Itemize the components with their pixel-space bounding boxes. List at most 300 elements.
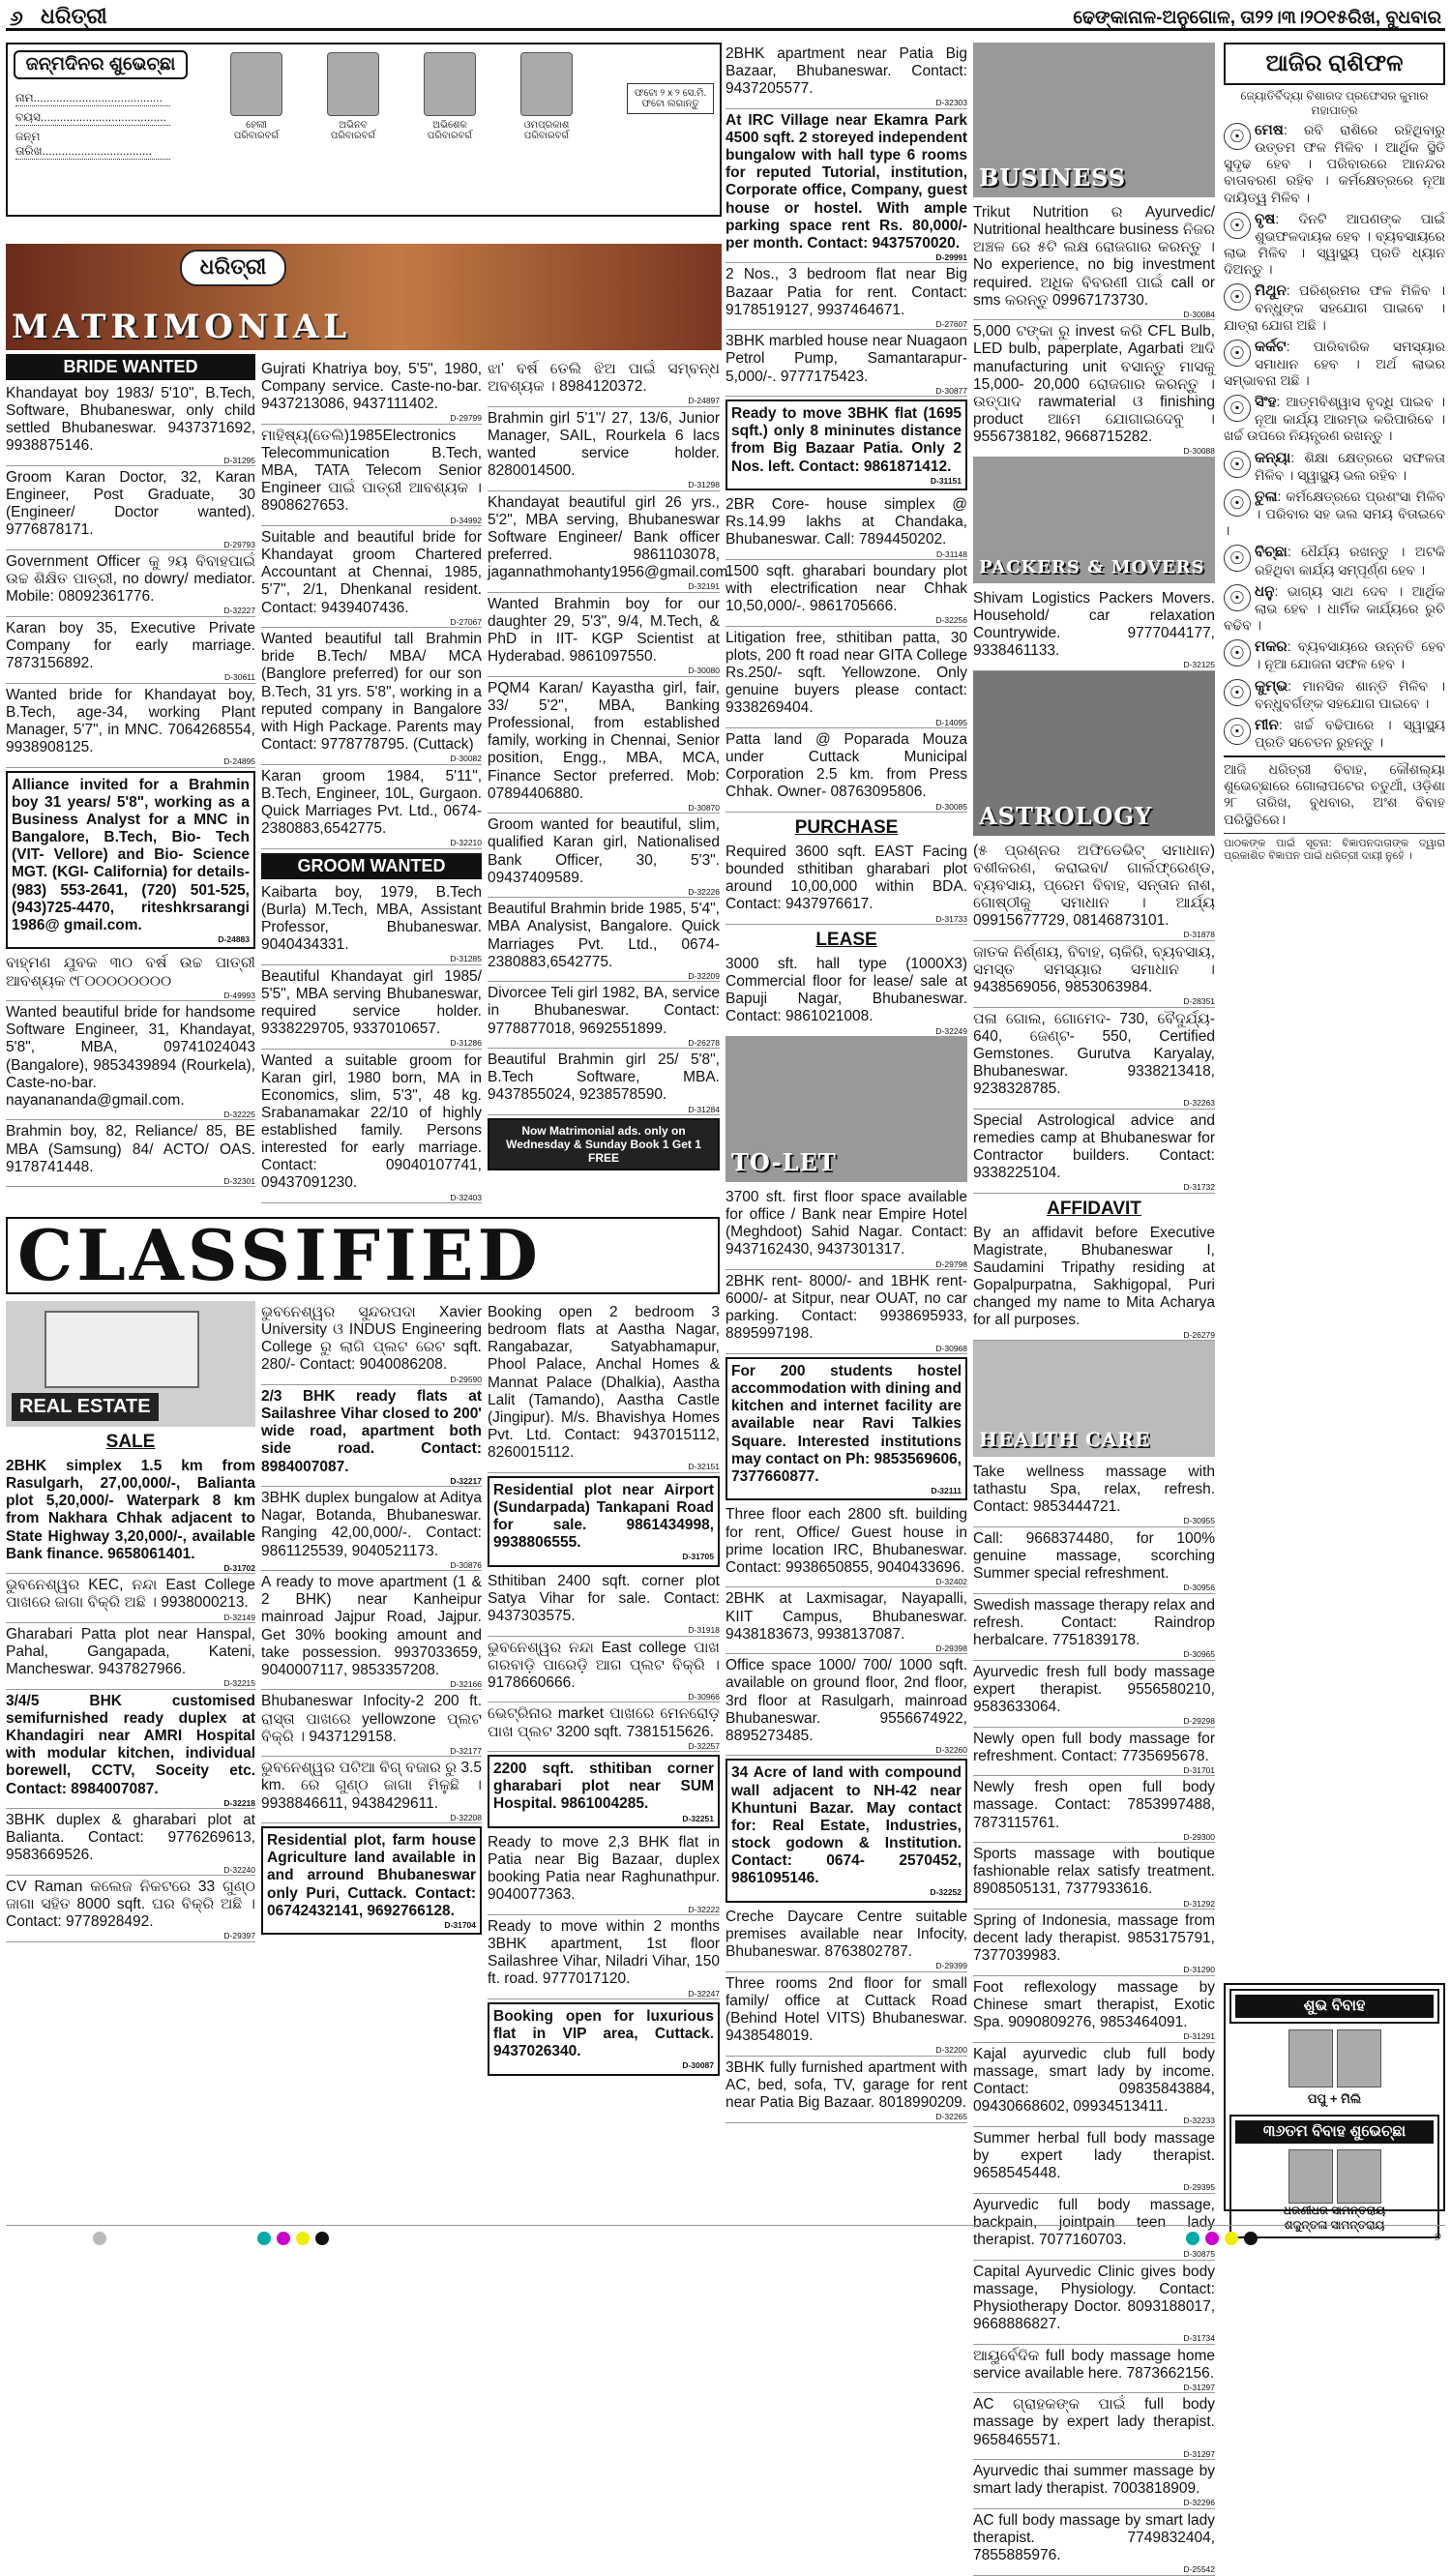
rashi-name: ମେଷ (1255, 122, 1284, 138)
ad-code: D-32209 (688, 970, 720, 981)
ad-code: D-32252 (930, 1887, 962, 1898)
ad-code: D-34992 (450, 515, 482, 525)
ad-code: D-29399 (935, 1961, 967, 1971)
business-label: BUSINESS (979, 163, 1127, 192)
ad-text: 3700 sft. first floor space available for office / Bank near Empire Hotel (Meghdoot) Sahid Nagar. Contact: 9437162430, 9437301317. (726, 1189, 967, 1258)
classified-ad (6, 1876, 255, 1942)
kid-caption: ହେଲୀ ପରିବାରବର୍ଗ (233, 120, 280, 141)
ad-code: D-32125 (1183, 660, 1215, 670)
kid-photo (424, 52, 476, 116)
col4-list (726, 43, 967, 813)
ad-code: D-31286 (450, 1038, 482, 1048)
ad-text: ଭୁବନେଶ୍ୱର ପଟିଆ ବିଗ୍ ବଜାର ରୁ 3.5 km. ରେ ଗୁଣ୍ଠ ଜାଗା ମିଳୁଛି । 9938846611, 9438429611. (261, 1760, 482, 1812)
ad-text: 2BHK apartment near Patia Big Bazaar, Bhubaneswar. Contact: 9437205577. (726, 45, 967, 98)
ad-code: D-31702 (223, 1562, 255, 1573)
ad-text: Kaibarta boy, 1979, B.Tech (Burla) M.Tech, MBA, Assistant Professor, Bhubaneswar. 9040434331. (261, 883, 482, 953)
ad-text: Call: 9668374480, for 100% genuine massage, scorching Summer special refreshment. (973, 1529, 1215, 1583)
business-image (973, 43, 1215, 197)
registration-mark (93, 2232, 106, 2245)
classified-ad (261, 765, 482, 849)
rashi-text: ଖର୍ଚ୍ଚ ବଢିପାରେ । ସ୍ୱାସ୍ଥ୍ୟ ପ୍ରତି ସଚେତନ ରୁହନ୍ତୁ । (1255, 716, 1445, 751)
rashi-entry: ☉ ମିଥୁନ: ପରିଶ୍ରମର ଫଳ ମିଳିବ । ବନ୍ଧୁଙ୍କ ସହଯୋଗ ପାଇବେ । ଯାତ୍ରା ଯୋଗ ଅଛି । (1224, 282, 1446, 333)
zodiac-icon: ☉ (1224, 123, 1251, 150)
ad-text: 34 Acre of land with compound wall adjacent to NH-42 near Khuntuni Bazar. May contact for: Real Estate, Industries, stock godown & Institution. Contact: 0674- 2570452, 9861095146. (731, 1764, 962, 1887)
ad-code: D-32210 (450, 838, 482, 847)
ad-text: 2BHK rent- 8000/- and 1BHK rent- 6000/- at Sitpur, near OUAT, no car parking. Contact: 9938695933, 8895997198. (726, 1273, 967, 1343)
classified-ad (973, 201, 1215, 320)
healthcare-image (973, 1341, 1215, 1457)
classified-ad (488, 1637, 720, 1703)
purchase-ad (726, 841, 967, 925)
ad-code: D-32217 (450, 1475, 482, 1486)
dateline: ଢେଙ୍କାନାଳ-ଅନୁଗୋଳ, ତା୨୨।୩।୨୦୧୫ରିଖ, ବୁଧବାର (1073, 8, 1441, 28)
ad-code: D-29398 (935, 1643, 967, 1653)
classified-ad (261, 425, 482, 526)
ad-text: 3BHK fully furnished apartment with AC, bed, sofa, TV, garage for rent near Patia Big Bazaar. 8018990209. (726, 2058, 967, 2111)
ad-code: D-30955 (1183, 1516, 1215, 1526)
ad-code: D-30087 (682, 2060, 714, 2071)
ad-code: D-32218 (223, 1797, 255, 1808)
classified-ad (488, 898, 720, 982)
classified-ad (973, 2345, 1215, 2394)
classified-ad (726, 1270, 967, 1354)
ad-code: D-30877 (935, 385, 967, 396)
ad-code: D-32226 (688, 886, 720, 897)
rashi-name: ବିଚ୍ଛା (1255, 544, 1288, 561)
ad-code: D-30875 (1183, 2249, 1215, 2259)
ad-text: Three floor each 2800 sft. building for rent, Office/ Guest house in prime location IRC, Bhubaneswar. Contact: 9938650855, 9040433696. (726, 1506, 967, 1576)
bride-wanted-heading: BRIDE WANTED (6, 354, 255, 380)
classified-ad (726, 1654, 967, 1756)
classified-ad (261, 1571, 482, 1690)
reader-note: ପାଠକଙ୍କ ପାଇଁ ସୂଚନା: ବିଜ୍ଞାପନଦାତାଙ୍କ ଦ୍ୱାରା ପ୍ରକାଶିତ ବିଜ୍ଞାପନ ପାଇଁ ଧରିତ୍ରୀ ଦାୟୀ ନୁହେଁ । (1224, 833, 1445, 864)
rashi-text: ଭାଗ୍ୟ ସାଥ ଦେବ । ଆର୍ଥିକ ଲାଭ ହେବ । ଧାର୍ମିକ କାର୍ଯ୍ୟରେ ରୁଚି ବଢିବ । (1224, 582, 1446, 634)
ad-text: Beautiful Brahmin girl 25/ 5'8", B.Tech Software, MBA. 9437855024, 9238578590. (488, 1051, 720, 1104)
classified-ad (973, 1976, 1215, 2043)
ad-text: Patta land @ Poparada Mouza under Cuttack Municipal Corporation 2.5 km. from Press Chhak. Owner- 08763095806. (726, 731, 967, 801)
rashi-entry: ☉ ମକର: ବ୍ୟବସାୟରେ ଉନ୍ନତି ହେବ । ନୂଆ ଯୋଜନା ସଫଳ ହେବ । (1224, 638, 1445, 672)
rashi-text: ରବି ରାଶିରେ ରହିଥିବାରୁ ଉତ୍ତମ ଫଳ ମିଳିବ । ଆର୍ଥିକ ସ୍ଥିତି ସୁଦୃଢ ହେବ । ପରିବାରରେ ଆନନ୍ଦର ବାତାବରଣ ରହିବ । କର୍ମକ୍ଷେତ୍ରରେ ନୂଆ ଦାୟିତ୍ୱ ମିଳିବ । (1224, 122, 1445, 205)
ad-code: D-29300 (1183, 1831, 1215, 1842)
ad-text: 3BHK duplex & gharabari plot at Balianta. Contact: 9776269613, 9583669526. (6, 1812, 255, 1864)
ad-text: A ready to move apartment (1 & 2 BHK) near Kanheipur mainroad Jajpur Road, Jajpur. Get 30% booking amount and take possession. 9937033659, 9040007117, 9853357208. (261, 1574, 482, 1678)
classified-ad (488, 1301, 720, 1473)
ad-code: D-31733 (935, 913, 967, 924)
rashi-entry: ☉ ମେଷ: ରବି ରାଶିରେ ରହିଥିବାରୁ ଉତ୍ତମ ଫଳ ମିଳିବ । ଆର୍ଥିକ ସ୍ଥିତି ସୁଦୃଢ ହେବ । ପରିବାରରେ ଆନନ୍ଦର ବାତାବରଣ ରହିବ । କର୍ମକ୍ଷେତ୍ରରେ ନୂଆ ଦାୟିତ୍ୱ ମିଳିବ । (1224, 122, 1445, 205)
classified-ad (973, 320, 1215, 457)
ad-code: D-32301 (223, 1175, 255, 1186)
ad-code: D-27607 (935, 318, 967, 329)
ad-code: D-32227 (223, 606, 255, 616)
classified-ad (6, 1809, 255, 1876)
rashi-name: ଧନୁ (1255, 582, 1275, 600)
registration-mark (1244, 2232, 1258, 2245)
ad-text: AC full body massage by smart lady therapist. 7749832404, 7855885976. (973, 2511, 1215, 2564)
classified-ad (488, 358, 720, 407)
folio: ୭ (1434, 2230, 1441, 2243)
astrology-image (973, 671, 1215, 836)
ad-code: D-32263 (1183, 1098, 1215, 1109)
ad-text: 3BHK duplex bungalow at Aditya Nagar, Botanda, Bhubaneswar. Ranging 42,00,000/-. Contact: 9861125539, 9040521173. (261, 1490, 482, 1559)
rashi-entry: ☉ କୁମ୍ଭ: ମାନସିକ ଶାନ୍ତି ମିଳିବ । ବନ୍ଧୁବର୍ଗଙ୍କ ସହଯୋଗ ପାଇବେ । (1224, 678, 1445, 712)
zodiac-icon: ☉ (1224, 639, 1251, 666)
lower-column-1 (6, 1301, 255, 2210)
kid-caption: ଓମପ୍ରକାଶ ପରିବାରବର୍ଗ (523, 120, 570, 141)
ad-text: Bhubaneswar Infocity-2 200 ft. ରାସ୍ତା ପାଖରେ yellowzone ପ୍ଲଟ ବିକ୍ରି । 9437129158. (261, 1693, 482, 1745)
zodiac-icon: ☉ (1224, 545, 1251, 572)
ad-text: At IRC Village near Ekamra Park 4500 sqft. 2 storeyed independent bungalow with hall type 6 rooms for reputed Tutorial, institution, Corporate office, Company, guest house or hostel. With ample parking space rent Rs. 80,000/- per month. Contact: 9437570020. (726, 111, 967, 252)
sale-heading: SALE (105, 1432, 156, 1452)
ad-text: By an affidavit before Executive Magistrate, Bhubaneswar I, Saudamini Tripathy residing at Gopalpurpatna, Sakhigopal, Puri changed my name to Mita Acharya for all purposes. (973, 1224, 1215, 1329)
paper-name: ଧରିତ୍ରୀ (41, 4, 107, 29)
ad-text: Three rooms 2nd floor for small family/ office at Cuttack Road (Behind Hotel VITS) Bhubaneswar. 9438548019. (726, 1974, 967, 2044)
couple-photo (1337, 2149, 1381, 2204)
ad-text: Government Officer କୁ ୨ୟ ବିବାହପାଇଁ ଉଚ୍ଚ ଶିକ୍ଷିତ ପାତ୍ରୀ, no dowry/ mediator. Mobile: 08092361776. (6, 553, 255, 606)
form-field: ଜନ୍ମ ତାରିଖ.................................. (15, 130, 170, 160)
classified-ad (726, 560, 967, 627)
ad-code: D-32403 (450, 1192, 482, 1202)
ad-text: 3000 sft. hall type (1000X3) Commercial floor for lease/ sale at Bapuji Nagar, Bhubaneswar. Contact: 9861021008. (726, 956, 967, 1025)
ad-code: D-27067 (450, 616, 482, 627)
col4c-list (726, 1186, 967, 2123)
classified-ad (726, 1972, 967, 2057)
rashi-name: କନ୍ୟା (1255, 449, 1291, 466)
classified-ad (726, 493, 967, 560)
ad-code: D-25542 (1183, 2564, 1215, 2575)
classified-ad (726, 263, 967, 330)
classified-ad (6, 771, 255, 950)
ad-code: D-30085 (935, 801, 967, 812)
zodiac-icon: ☉ (1224, 584, 1251, 611)
classified-ad (726, 1759, 967, 1902)
rashi-name: କର୍କଟ (1255, 338, 1287, 355)
classified-ad (488, 593, 720, 677)
classified-ad (973, 1728, 1215, 1777)
ad-code: D-29793 (223, 539, 255, 549)
ad-code: D-29298 (1183, 1716, 1215, 1726)
classified-ad (6, 1574, 255, 1623)
ad-text: Ayurvedic full body massage, backpain, jointpain teen lady therapist. 7077160703. (973, 2196, 1215, 2248)
classified-ad (973, 1008, 1215, 1110)
zodiac-icon: ☉ (1224, 679, 1251, 706)
zodiac-icon: ☉ (1224, 718, 1251, 745)
registration-mark (296, 2232, 310, 2245)
classified-ad (6, 1455, 255, 1574)
classified-ad (973, 1910, 1215, 1976)
classified-ad (726, 43, 967, 109)
ad-code: D-32402 (935, 1576, 967, 1586)
ad-text: Suitable and beautiful bride for Khandayat groom Chartered Accountant at Chennai, 1985, 5'7", 2/1, Dhenkanal resident. Contact: 9439407436. (261, 529, 482, 616)
classified-ad (6, 1001, 255, 1120)
classified-ad (973, 1110, 1215, 1194)
healthcare-label: HEALTH CARE (979, 1428, 1151, 1451)
affidavit-ad (973, 1222, 1215, 1341)
classified-ad (726, 1503, 967, 1587)
col5-list (973, 201, 1215, 458)
ad-text: Litigation free, sthitiban patta, 30 plots, 200 ft road near GITA College Rs.250/- sqft. Yellowzone. Only genuine buyers please contact: 9338269404. (726, 629, 967, 717)
wife-name: ଶକୁନ୍ତଳା ସାମନ୍ତରାୟ (1284, 2218, 1385, 2232)
banner-logo: ଧରିତ୍ରୀ (180, 250, 286, 286)
kid-photo (230, 52, 282, 116)
classified-ad (726, 109, 967, 264)
classified-ad (973, 2127, 1215, 2194)
col2b-list (261, 881, 482, 1204)
ad-text: Sthitiban 2400 sqft. corner plot Satya Vihar for sale. Contact: 9437303575. (488, 1572, 720, 1624)
ad-code: D-29798 (935, 1258, 967, 1269)
house-image (44, 1311, 199, 1388)
groom-name: ପପୁ (1307, 2091, 1327, 2106)
ad-text: Kajal ayurvedic club full body massage, smart lady by income. Contact: 09835843884, 09430668602, 09934513411. (973, 2045, 1215, 2116)
ad-text: Residential plot, farm house Agriculture land available in and arround Bhubaneswar only Puri, Cuttack. Contact: 06742432141, 9692766128. (267, 1832, 476, 1919)
astrology-label: ASTROLOGY (979, 801, 1153, 830)
ad-code: D-31701 (1183, 1764, 1215, 1775)
low1-list (6, 1455, 255, 1942)
ad-text: AC ଗ୍ରାହକଙ୍କ ପାଇଁ full body massage by expert lady therapist. 9658465571. (973, 2396, 1215, 2448)
ad-code: D-31148 (936, 548, 967, 559)
ad-text: Foot reflexology massage by Chinese smart therapist, Exotic Spa. 9090809276, 9853464091. (973, 1978, 1215, 2031)
classified-ad (6, 617, 255, 684)
real-estate-banner (6, 1301, 255, 1427)
classified-ad (6, 550, 255, 617)
classified-ad (726, 627, 967, 728)
ad-text: Residential plot near Airport (Sundarpada) Tankapani Road for sale. 9861434998, 9938806555. (493, 1481, 714, 1551)
ad-code: D-29991 (935, 252, 967, 262)
classified-ad (6, 1690, 255, 1809)
classified-ad (261, 1050, 482, 1204)
ad-code: D-31734 (1183, 2333, 1215, 2343)
ad-code: D-32233 (1183, 2116, 1215, 2126)
classified-ad (488, 1703, 720, 1752)
classified-ad (488, 1755, 720, 1828)
ad-text: For 200 students hostel accommodation with dining and kitchen and internet facility are available near Ravi Talkies Square. Interested institutions may contact on Ph: 9853569606, 7377660877. (731, 1363, 962, 1485)
ad-code: D-32296 (1183, 2498, 1215, 2508)
ad-code: D-24897 (688, 396, 720, 406)
ad-text: Take wellness massage with tathastu Spa, relax, refresh. Contact: 9853444721. (973, 1464, 1215, 1516)
classified-ad (973, 840, 1215, 941)
column-3 (488, 358, 732, 1209)
ad-text: Alliance invited for a Brahmin boy 31 years/ 5'8", working as a Business Analyst for a MNC in Bangalore, B.Tech, Bio- Tech (VIT- Vellore) and Bio- Science MGT. (KGI- California) for details- (983) 553-2641, (720) 501-525, (943)725-4470, riteshkrsarangi 1986@ gmail.com. (12, 776, 250, 933)
classified-ad (973, 1843, 1215, 1910)
classified-heading: CLASSIFIED (6, 1217, 720, 1294)
ad-code: D-14095 (935, 717, 967, 727)
classified-ad (726, 1357, 967, 1500)
ad-text: Shivam Logistics Packers Movers. Household/ car relaxation Countrywide. 9777044177, 9338461133. (973, 589, 1215, 659)
couple-photo (1288, 2149, 1333, 2204)
anniversary-title: ୩୬ତମ ବିବାହ ଶୁଭେଚ୍ଛା (1235, 2120, 1434, 2144)
ad-code: D-32257 (688, 1740, 720, 1751)
form-field: ନାମ........................................ (15, 91, 170, 106)
ad-text: Spring of Indonesia, massage from decent lady therapist. 9853175791, 7377039983. (973, 1912, 1215, 1965)
ad-code: D-31297 (1183, 2448, 1215, 2459)
classified-ad (973, 1594, 1215, 1661)
ad-text: Divorcee Teli girl 1982, BA, service in Bhubaneswar. Contact: 9778877018, 9692551899. (488, 985, 720, 1037)
column-5 (973, 43, 1215, 2575)
ad-code: D-32208 (450, 1812, 482, 1822)
ad-code: D-32166 (450, 1678, 482, 1689)
ad-text: Special Astrological advice and remedies camp at Bhubaneswar for Contractor builders. Contact: 9338225104. (973, 1111, 1215, 1182)
classified-ad (6, 684, 255, 768)
classified-ad (726, 1587, 967, 1654)
ad-text: Khandayat beautiful girl 26 yrs., 5'2", MBA serving, Bhubaneswar Software Engineer/ Bank officer preferred. 9861103078, jagannathmohanty1956@gmail.com. (488, 493, 732, 581)
ad-text: ଝା' ବର୍ଷ ତେଲି ଝିଅ ପାଇଁ ସମ୍ବନ୍ଧ ଅବଶ୍ୟକ । 8984120372. (488, 361, 720, 396)
birthday-form-box (6, 43, 722, 217)
ad-text: Trikut Nutrition ର Ayurvedic/ Nutritional healthcare business ନିଜର ଅଞ୍ଚଳ ରେ ୫ଟି ଲକ୍ଷ ରୋଜଗାର କରନ୍ତୁ । No experience, no big investment required. ଅଧିକ ବିବରଣୀ ପାଇଁ call or sms କରନ୍ତୁ 09967173730. (973, 204, 1215, 309)
rashi-text: ମାନସିକ ଶାନ୍ତି ମିଳିବ । ବନ୍ଧୁବର୍ଗଙ୍କ ସହଯୋଗ ପାଇବେ । (1255, 677, 1445, 711)
classified-ad (488, 2002, 720, 2076)
rashi-entry: ☉ କନ୍ୟା: ଶିକ୍ଷା କ୍ଷେତ୍ରରେ ସଫଳତା ମିଳିବ । ସ୍ୱାସ୍ଥ୍ୟ ଭଲ ରହିବ । (1224, 450, 1445, 484)
ad-text: ଭୁବନେଶ୍ୱର ସୁନ୍ଦରପଦା Xavier University ଓ INDUS Engineering College ରୁ ଲାଗି ପ୍ଲଟ ରେଟ sqft. 280/- Contact: 9040086208. (261, 1304, 482, 1374)
classified-ad (973, 1661, 1215, 1728)
wedding-greetings (1224, 1983, 1445, 2232)
ad-text: Creche Daycare Centre suitable premises available near Infocity, Bhubaneswar. 8763802787. (726, 1908, 967, 1960)
classified-ad (973, 2261, 1215, 2345)
ad-text: Karan boy 35, Executive Private Company for early marriage. 7873156892. (6, 619, 255, 672)
form-field: ବୟସ....................................... (15, 110, 170, 126)
ad-text: 2BHK simplex 1.5 km from Rasulgarh, 27,00,000/-, Balianta plot 5,20,000/- Waterpark 8 km from Nakhara Chhak adjacent to State Highway 3,20,000/-, available Bank finance. 9658061401. (6, 1458, 255, 1562)
column-6 (1224, 43, 1445, 2227)
ad-code: D-32151 (688, 1462, 720, 1472)
rashi-name: କୁମ୍ଭ (1255, 677, 1288, 695)
couple-photo (1288, 2029, 1333, 2087)
ad-text: Newly fresh open full body massage. Contact: 7853997488, 7873115761. (973, 1779, 1215, 1831)
classified-ad (488, 1831, 720, 1915)
ad-text: Office space 1000/ 700/ 1000 sqft. available on ground floor, 2nd floor, 3rd floor at Rasulgarh, mainroad Bhubaneswar. 9556674922, 8895273485. (726, 1657, 967, 1744)
classified-ad (488, 1476, 720, 1567)
rashi-entry: ☉ ଧନୁ: ଭାଗ୍ୟ ସାଥ ଦେବ । ଆର୍ଥିକ ଲାଭ ହେବ । ଧାର୍ମିକ କାର୍ଯ୍ୟରେ ରୁଚି ବଢିବ । (1224, 582, 1446, 634)
classified-ad (261, 881, 482, 965)
ad-text: CV Raman କଲେଜ ନିକଟରେ 33 ଗୁଣ୍ଠ ଜାଗା ସହିତ 8000 sqft. ଘର ବିକ୍ରି ଅଛି । Contact: 9778928492. (6, 1879, 255, 1931)
ad-text: ଭୁବନେଶ୍ୱର KEC, ନନ୍ଦା East College ପାଖରେ ଜାଗା ବିକ୍ରି ଅଛି । 9938000213. (6, 1577, 255, 1612)
kid-caption: ଅଭିଶେକ ପରିବାରବର୍ଗ (427, 120, 473, 141)
ad-code: D-32222 (688, 1904, 720, 1914)
ad-code: D-30965 (1183, 1649, 1215, 1660)
ad-text: Required 3600 sqft. EAST Facing bounded sthitiban gharabari plot around 10,00,000 within BDA. Contact: 9437976617. (726, 844, 967, 913)
ad-text: Ready to move 2,3 BHK flat in Patia near Big Bazaar, duplex booking Patia near Raghunathpur. 9040077363. (488, 1834, 720, 1904)
rashi-text: ପାରିବାରିକ ସମସ୍ୟାର ସମାଧାନ ହେବ । ଅର୍ଥ ଲାଭର ସମ୍ଭାବନା ଅଛି । (1224, 338, 1445, 388)
rashi-entry: ☉ ତୁଳା: କର୍ମକ୍ଷେତ୍ରରେ ପ୍ରଶଂସା ମିଳିବ । ପରିବାର ସହ ଭଲ ସମୟ ବିତାଇବେ । (1224, 488, 1445, 539)
rashi-text: ଶିକ୍ଷା କ୍ଷେତ୍ରରେ ସଫଳତା ମିଳିବ । ସ୍ୱାସ୍ଥ୍ୟ ଭଲ ରହିବ । (1255, 449, 1445, 483)
ad-text: ପଳା ଗୋଲ, ଗୋମେଦ- 730, ବୈଦୁର୍ଯ୍ୟ- 640, ଜେଣ୍ଟ- 550, Certified Gemstones. Gurutva Karyalay, Bhubaneswar. 9338213418, 9238328785. (973, 1010, 1215, 1098)
ad-text: Newly open full body massage for refreshment. Contact: 7735695678. (973, 1730, 1215, 1764)
lease-ad (726, 953, 967, 1037)
packers-ad (973, 587, 1215, 671)
rashi-name: ମୀନ (1255, 716, 1279, 733)
bride-name: ମିଲି (1341, 2091, 1362, 2106)
ad-code: D-31290 (1183, 1965, 1215, 1975)
ad-text: PQM4 Karan/ Kayastha girl, fair, 33/ 5'2", MBA, Banking Professional, from established family, working in Chennai, Senior position, Engg., MBA, MCA, Finance Sector preferred. Mob: 07894406880. (488, 679, 720, 802)
ad-code: D-30968 (935, 1343, 967, 1353)
ad-code: D-31292 (1183, 1898, 1215, 1909)
ad-code: D-32111 (931, 1485, 962, 1495)
classified-ad (261, 965, 482, 1050)
ad-text: 5,000 ଟଙ୍କା ରୁ invest କରି CFL Bulb, LED bulb, paperplate, Agarbati ଆଦି manufacturing unit ବସାନ୍ତୁ ମାସକୁ 15,000- 20,000 ରୋଜଗାର କରନ୍ତୁ । ଉତ୍ପାଦ rawmaterial ଓ finishing product ଆମେ ଯୋଗାଇଦେବୁ । 9556738182, 9668715282. (973, 323, 1215, 445)
ad-text: ବାହ୍ମଣ ଯୁବକ ୩୦ ବର୍ଷ ଉଚ୍ଚ ପାତ୍ରୀ ଆବଶ୍ୟକ ୯୮୦୦୦୦୦୦୦୦ (6, 955, 255, 990)
matrimonial-note: Now Matrimonial ads. only on Wednesday & Sunday Book 1 Get 1 FREE (488, 1118, 720, 1170)
ad-code: D-28351 (1183, 996, 1215, 1007)
birthday-form-title: ଜନ୍ମଦିନର ଶୁଭେଚ୍ଛା (14, 50, 188, 79)
classified-ad (261, 1757, 482, 1823)
classified-ad (973, 1461, 1215, 1527)
page-footer (6, 2225, 1445, 2252)
real-estate-label: REAL ESTATE (12, 1393, 159, 1421)
ad-code: D-32260 (935, 1744, 967, 1755)
classified-ad (261, 628, 482, 764)
ad-code: D-30084 (1183, 309, 1215, 319)
rashifala-list (1224, 122, 1445, 751)
ad-code: D-26278 (688, 1037, 720, 1048)
classified-ad (973, 2460, 1215, 2509)
ad-code: D-32303 (935, 98, 967, 108)
ad-code: D-31732 (1183, 1182, 1215, 1193)
rashifala-heading: ଆଜିର ରାଶିଫଳ (1224, 43, 1445, 85)
ad-text: 2/3 BHK ready flats at Sailashree Vihar closed to 200' wide road, apartment both side road. Contact: 8984007087. (261, 1388, 482, 1475)
column-2 (261, 358, 482, 1209)
ad-text: Booking open 2 bedroom 3 bedroom flats at Aastha Nagar, Rangabazar, Satyabhamapur, Phool Palace, Anchal Homes & Mannat Palace (Dhalkia), Aastha Lalit (Tamando), Aastha Castle (Jingipur). M/s. Bhavishya Homes Pvt. Ltd. Contact: 9437015112, 8260015112. (488, 1304, 720, 1461)
ad-text: ଭେଟ୍ରିନାର market ପାଖରେ ମେନରୋଡ଼ ପାଖ ପ୍ଲଟ 3200 sqft. 7381515626. (488, 1705, 720, 1740)
classified-ad (261, 1487, 482, 1571)
ad-code: D-29590 (450, 1374, 482, 1384)
ad-code: D-32200 (935, 2045, 967, 2056)
col5c-list (973, 1461, 1215, 2576)
ad-text: Brahmin boy, 82, Reliance/ 85, BE MBA (Samsung) 84/ ACTO/ OAS. 9178741448. (6, 1123, 255, 1175)
wedding-card: ଶୁଭ ବିବାହ ପପୁ + ମିଲି (1229, 1989, 1439, 2107)
ad-text: 2200 sqft. sthitiban corner gharabari plot near SUM Hospital. 9861004285. (493, 1761, 714, 1813)
registration-mark (315, 2232, 329, 2245)
birthday-form-fields (15, 87, 170, 160)
ad-text: Wanted bride for Khandayat boy, B.Tech, age-34, working Plant Manager, 5'7", in MNC. 7064268554, 9938908125. (6, 686, 255, 756)
ad-code: D-32191 (688, 581, 720, 592)
affidavit-heading: AFFIDAVIT (1047, 1198, 1141, 1219)
couple-photo (1337, 2029, 1381, 2087)
classified-ad (973, 2509, 1215, 2576)
packers-label: PACKERS & MOVERS (979, 556, 1205, 577)
classified-ad (726, 400, 967, 490)
ad-text: (୫ ପ୍ରଶ୍ନର ଅଫିଡେଭିଟ୍ ସମାଧାନ) ବଶୀକରଣ, କରାଇବା/ ଗାର୍ଲଫ୍ରେଣ୍ଡ, ବ୍ୟବସାୟ, ପ୍ରେମ ବିବାହ, ସନ୍ତାନ ନାଶ, ଗୋଷ୍ଠୀକୁ ସମାଧାନ । ଆର୍ଯ୍ୟ 09915677729, 08146873101. (973, 842, 1215, 930)
rashi-text: କର୍ମକ୍ଷେତ୍ରରେ ପ୍ରଶଂସା ମିଳିବ । ପରିବାର ସହ ଭଲ ସମୟ ବିତାଇବେ । (1224, 488, 1445, 539)
ad-text: Brahmin girl 5'1"/ 27, 13/6, Junior Manager, SAIL, Rourkela 6 lacs wanted service holder. 8280014500. (488, 409, 720, 480)
ad-code: D-24883 (218, 933, 250, 944)
ad-code: D-29395 (1183, 2182, 1215, 2193)
classified-ad (261, 1385, 482, 1487)
classified-ad (973, 2393, 1215, 2460)
ad-text: ମାହିଷ୍ୟ(ତେଲି)1985Electronics Telecommunication B.Tech, MBA, TATA Telecom Senior Engineer ପାଇଁ ପାତ୍ରୀ ଆବଶ୍ୟକ । 8908627653. (261, 427, 482, 515)
matrimonial-banner (6, 244, 722, 350)
groom-wanted-heading: GROOM WANTED (261, 853, 482, 879)
to-let-label: TO-LET (731, 1148, 837, 1176)
zodiac-icon: ☉ (1224, 395, 1251, 422)
ad-text: 2 Nos., 3 bedroom flat near Big Bazaar Patia for rent. Contact: 9178519127, 9937464671. (726, 266, 967, 318)
ad-text: 1500 sqft. gharabari boundary plot with electrification near Chhak 10,50,000/-. 9861705666. (726, 563, 967, 615)
ad-text: Khandayat boy 1983/ 5'10", B.Tech, Software, Bhubaneswar, only child settled Bhubaneswar. 9437371692, 9938875146. (6, 385, 255, 455)
ad-text: ଜାତକ ନିର୍ଣ୍ଣୟ, ବିବାହ, ଚାକିରି, ବ୍ୟବସାୟ, ସମସ୍ତ ସମସ୍ୟାର ସମାଧାନ । 9438569056, 9853063984. (973, 943, 1215, 995)
lease-heading: LEASE (815, 930, 877, 950)
ad-code: D-49993 (223, 990, 255, 1000)
ad-code: D-32247 (688, 1988, 720, 1999)
ad-text: Ayurvedic thai summer massage by smart lady therapist. 7003818909. (973, 2463, 1215, 2498)
classified-ad (6, 1623, 255, 1690)
classified-ad (488, 982, 720, 1049)
rashi-text: ପରିଶ୍ରମର ଫଳ ମିଳିବ । ବନ୍ଧୁଙ୍କ ସହଯୋଗ ପାଇବେ । ଯାତ୍ରା ଯୋଗ ଅଛି । (1224, 282, 1446, 333)
ad-text: Karan groom 1984, 5'11", B.Tech, Engineer, 10L, Gurgaon. Quick Marriages Pvt. Ltd., 0674-2380883,6542775. (261, 767, 482, 837)
kid-caption: ଅଭିନବ ପରିବାରବର୍ଗ (330, 120, 376, 141)
zodiac-icon: ☉ (1224, 340, 1251, 367)
classified-ad (973, 1776, 1215, 1843)
classified-ad (726, 330, 967, 397)
ad-text: 3/4/5 BHK customised semifurnished ready duplex at Khandagiri near AMRI Hospital with modular kitchen, individual borewell, CCTV, Soceity etc. Contact: 8984007087. (6, 1692, 255, 1797)
rashi-entry: ☉ କର୍କଟ: ପାରିବାରିକ ସମସ୍ୟାର ସମାଧାନ ହେବ । ଅର୍ଥ ଲାଭର ସମ୍ଭାବନା ଅଛି । (1224, 338, 1445, 388)
lower-column-2 (261, 1301, 482, 2210)
ad-text: Gujrati Khatriya boy, 5'5", 1980, Company service. Caste-no-bar. 9437213086, 9437111402. (261, 361, 482, 413)
